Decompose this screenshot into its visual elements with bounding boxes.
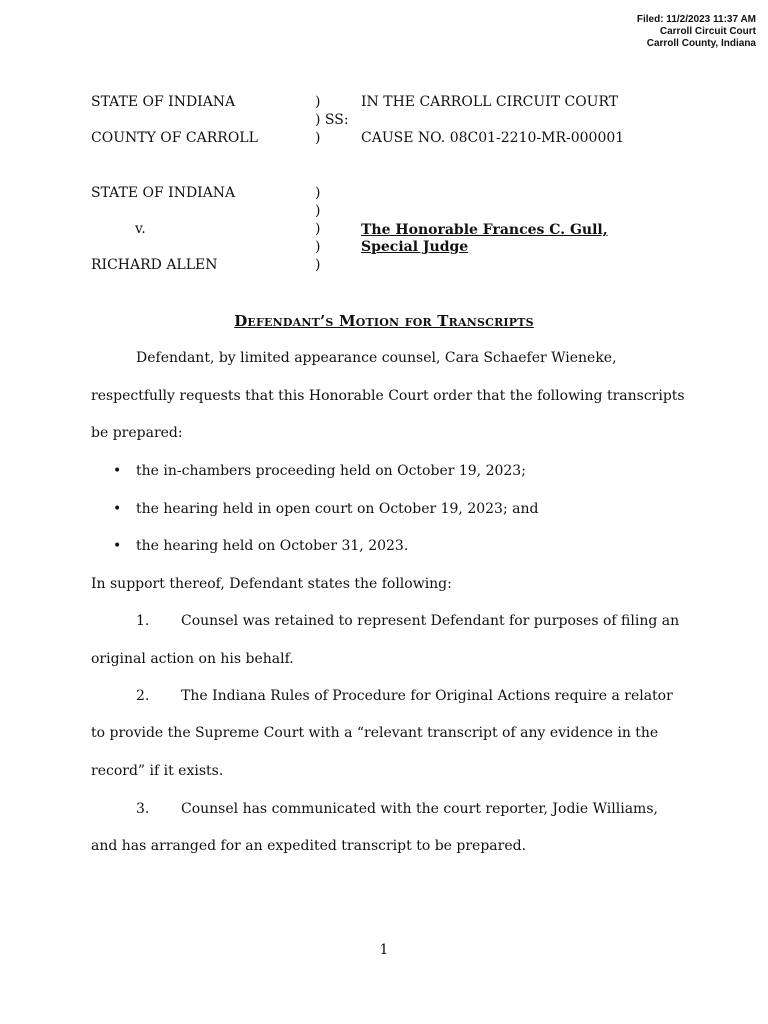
- paragraph-3-line-2: and has arranged for an expedited transcript to be prepared.: [91, 838, 527, 854]
- stamp-court: Carroll Circuit Court: [659, 26, 756, 37]
- filing-stamp: [637, 14, 756, 50]
- caption-ss: ) SS:: [315, 112, 349, 128]
- page-number: 1: [379, 942, 389, 958]
- caption-row-county: [91, 130, 711, 148]
- paragraph-1-line-2: original action on his behalf.: [91, 651, 294, 667]
- judge-name: The Honorable Frances C. Gull,: [361, 222, 608, 238]
- caption-row-blank: [91, 203, 711, 221]
- bullet-item: the hearing held in open court on October 19, 2023; and: [136, 501, 539, 517]
- judge-title: Special Judge: [361, 239, 469, 255]
- caption-court-name: IN THE CARROLL CIRCUIT COURT: [361, 94, 619, 110]
- paragraph-number: 3.: [136, 801, 150, 817]
- paragraph-3-line-1: Counsel has communicated with the court reporter, Jodie Williams,: [181, 801, 658, 817]
- bullet-item: the in-chambers proceeding held on October 19, 2023;: [136, 463, 526, 479]
- paragraph-2-line-2: to provide the Supreme Court with a “relevant transcript of any evidence in the: [91, 725, 659, 741]
- caption-plaintiff: STATE OF INDIANA: [91, 185, 236, 201]
- caption-versus: v.: [135, 221, 146, 237]
- caption-paren: ): [315, 257, 321, 273]
- paragraph-1-line-1: Counsel was retained to represent Defendant for purposes of filing an: [181, 613, 680, 629]
- caption-row-defendant: [91, 257, 711, 275]
- intro-line-1: Defendant, by limited appearance counsel, Cara Schaefer Wieneke,: [136, 350, 617, 366]
- caption-state-label: STATE OF INDIANA: [91, 94, 236, 110]
- bullet-marker: •: [113, 538, 122, 554]
- caption-row-state: [91, 94, 711, 112]
- paragraph-2-line-1: The Indiana Rules of Procedure for Original Actions require a relator: [181, 688, 673, 704]
- bullet-marker: •: [113, 501, 122, 517]
- stamp-filed-date: Filed: 11/2/2023 11:37 AM: [636, 14, 756, 25]
- paragraph-number: 1.: [136, 613, 150, 629]
- bullet-marker: •: [113, 463, 122, 479]
- caption-paren: ): [315, 203, 321, 219]
- caption-county-label: COUNTY OF CARROLL: [91, 130, 258, 146]
- caption-row-ss: [91, 112, 711, 130]
- support-statement: In support thereof, Defendant states the following:: [91, 576, 452, 592]
- document-title: Defendant’s Motion for Transcripts: [234, 312, 534, 330]
- bullet-item: the hearing held on October 31, 2023.: [136, 538, 409, 554]
- caption-paren: ): [315, 94, 321, 110]
- caption-paren: ): [315, 130, 321, 146]
- intro-line-2: respectfully requests that this Honorable Court order that the following transcripts: [91, 388, 685, 404]
- caption-cause-number: CAUSE NO. 08C01-2210-MR-000001: [361, 130, 625, 146]
- stamp-county: Carroll County, Indiana: [646, 38, 756, 49]
- caption-defendant: RICHARD ALLEN: [91, 257, 218, 273]
- caption-row-plaintiff: [91, 185, 711, 203]
- caption-paren: ): [315, 221, 321, 237]
- paragraph-2-line-3: record” if it exists.: [91, 763, 224, 779]
- paragraph-number: 2.: [136, 688, 150, 704]
- caption-paren: ): [315, 185, 321, 201]
- caption-paren: ): [315, 239, 321, 255]
- intro-line-3: be prepared:: [91, 425, 183, 441]
- judge-designation: [361, 222, 608, 256]
